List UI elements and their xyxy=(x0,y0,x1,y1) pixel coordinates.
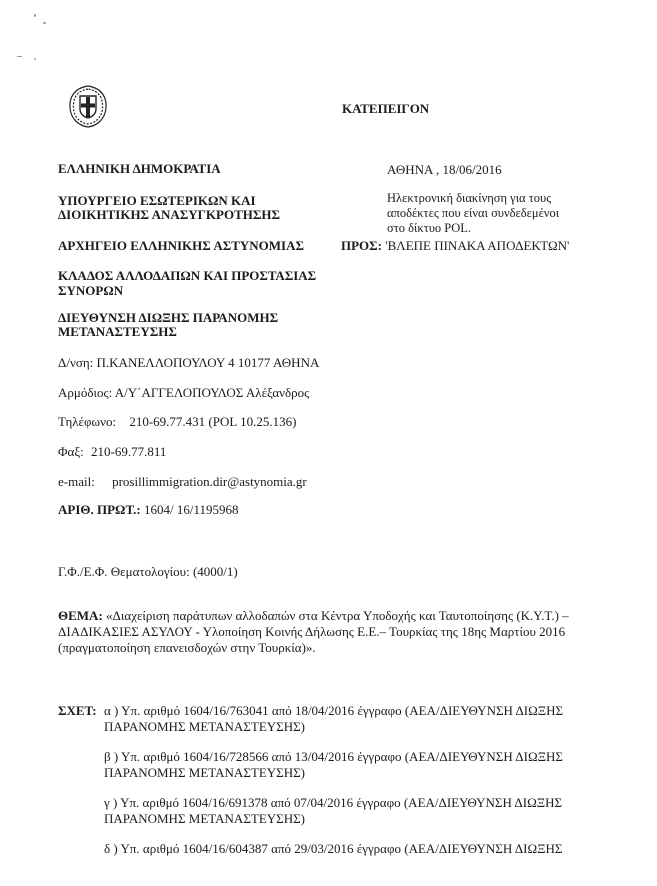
delivery-note-line-1: Ηλεκτρονική διακίνηση για τους xyxy=(387,191,552,205)
directorate-line-2: ΜΕΤΑΝΑΣΤΕΥΣΗΣ xyxy=(58,324,177,339)
subject-line-1 xyxy=(58,608,569,624)
reference-item: δ ) Υπ. αριθμό 1604/16/604387 από 29/03/2016 έγγραφο (ΑΕΑ/ΔΙΕΥΘΥΝΣΗ ΔΙΩΞΗΣ xyxy=(104,841,563,856)
scan-speck xyxy=(43,22,46,24)
ministry-line-2: ΔΙΟΙΚΗΤΙΚΗΣ ΑΝΑΣΥΓΚΡΟΤΗΣΗΣ xyxy=(58,207,280,222)
reference-item-cont: ΠΑΡΑΝΟΜΗΣ ΜΕΤΑΝΑΣΤΕΥΣΗΣ) xyxy=(104,765,306,780)
officer-row xyxy=(58,385,309,401)
file-reference: Γ.Φ./Ε.Φ. Θεματολογίου: (4000/1) xyxy=(58,564,238,579)
protocol-row xyxy=(58,502,239,518)
address-label: Δ/νση: xyxy=(58,355,94,370)
protocol-label: ΑΡΙΘ. ΠΡΩΤ.: xyxy=(58,502,141,517)
subject-line-3: (πραγματοποίηση επανεισδοχών στην Τουρκία)». xyxy=(58,640,316,655)
urgency-stamp: ΚΑΤΕΠΕΙΓΟΝ xyxy=(342,101,430,116)
reference-item-cont: ΠΑΡΑΝΟΜΗΣ ΜΕΤΑΝΑΣΤΕΥΣΗΣ) xyxy=(104,811,306,826)
reference-item: γ ) Υπ. αριθμό 1604/16/691378 από 07/04/2016 έγγραφο (ΑΕΑ/ΔΙΕΥΘΥΝΣΗ ΔΙΩΞΗΣ xyxy=(104,795,563,810)
officer-value: Α/Υ΄ΑΓΓΕΛΟΠΟΥΛΟΣ Αλέξανδρος xyxy=(114,385,310,400)
reference-item: β ) Υπ. αριθμό 1604/16/728566 από 13/04/2016 έγγραφο (ΑΕΑ/ΔΙΕΥΘΥΝΣΗ ΔΙΩΞΗΣ xyxy=(104,749,563,764)
republic-title: ΕΛΛΗΝΙΚΗ ΔΗΜΟΚΡΑΤΙΑ xyxy=(58,161,221,176)
scan-speck xyxy=(17,56,22,57)
subject-label: ΘΕΜΑ: xyxy=(58,608,103,623)
email-value: prosillimmigration.dir@astynomia.gr xyxy=(112,474,307,489)
phone-label: Τηλέφωνο: xyxy=(58,414,117,429)
subject-line-2: ΔΙΑΔΙΚΑΣΙΕΣ ΑΣΥΛΟΥ - Υλοποίηση Κοινής Δήλωσης Ε.Ε.– Τουρκίας της 18ης Μαρτίου 2016 xyxy=(58,624,566,639)
ministry-line-1: ΥΠΟΥΡΓΕΙΟ ΕΣΩΤΕΡΙΚΩΝ ΚΑΙ xyxy=(58,193,256,208)
phone-row xyxy=(58,414,296,430)
reference-item: α ) Υπ. αριθμό 1604/16/763041 από 18/04/2016 έγγραφο (ΑΕΑ/ΔΙΕΥΘΥΝΣΗ ΔΙΩΞΗΣ xyxy=(104,703,564,718)
email-label: e-mail: xyxy=(58,474,95,489)
scan-speck xyxy=(34,14,36,17)
recipients-row xyxy=(341,238,569,254)
address-row xyxy=(58,355,319,371)
to-value: 'ΒΛΕΠΕ ΠΙΝΑΚΑ ΑΠΟΔΕΚΤΩΝ' xyxy=(385,238,570,253)
fax-value: 210-69.77.811 xyxy=(90,444,167,459)
directorate-line-1: ΔΙΕΥΘΥΝΣΗ ΔΙΩΞΗΣ ΠΑΡΑΝΟΜΗΣ xyxy=(58,310,279,325)
protocol-value: 1604/ 16/1195968 xyxy=(144,502,239,517)
fax-row xyxy=(58,444,166,460)
references-label: ΣΧΕΤ: xyxy=(58,703,97,718)
coat-of-arms-icon xyxy=(64,82,112,130)
subject-text-1: «Διαχείριση παράτυπων αλλοδαπών στα Κέντρα Υποδοχής και Ταυτοποίησης (Κ.Υ.Τ.) – xyxy=(106,608,569,623)
fax-label: Φαξ: xyxy=(58,444,84,459)
delivery-note-line-3: στο δίκτυο POL. xyxy=(387,221,472,235)
place-date: ΑΘΗΝΑ , 18/06/2016 xyxy=(387,162,502,177)
delivery-note-line-2: αποδέκτες που είναι συνδεδεμένοι xyxy=(387,206,560,220)
hq-title: ΑΡΧΗΓΕΙΟ ΕΛΛΗΝΙΚΗΣ ΑΣΤΥΝΟΜΙΑΣ xyxy=(58,238,304,253)
branch-line-1: ΚΛΑΔΟΣ ΑΛΛΟΔΑΠΩΝ ΚΑΙ ΠΡΟΣΤΑΣΙΑΣ xyxy=(58,268,317,283)
scan-speck xyxy=(34,58,36,60)
officer-label: Αρμόδιος: xyxy=(58,385,113,400)
email-row xyxy=(58,474,307,490)
phone-value: 210-69.77.431 (POL 10.25.136) xyxy=(129,414,297,429)
branch-line-2: ΣΥΝΟΡΩΝ xyxy=(58,283,124,298)
to-label: ΠΡΟΣ: xyxy=(341,238,382,253)
reference-item-cont: ΠΑΡΑΝΟΜΗΣ ΜΕΤΑΝΑΣΤΕΥΣΗΣ) xyxy=(104,719,306,734)
address-value: Π.ΚΑΝΕΛΛΟΠΟΥΛΟΥ 4 10177 ΑΘΗΝΑ xyxy=(96,355,320,370)
